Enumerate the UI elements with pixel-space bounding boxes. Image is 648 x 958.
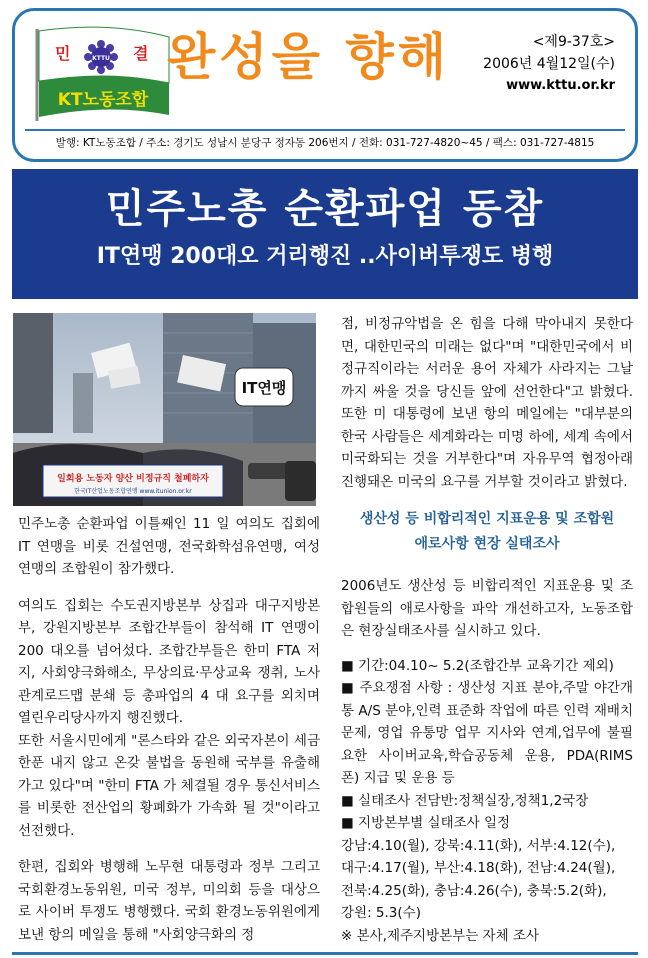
masthead [12, 8, 638, 162]
main-headline: 민주노총 순환파업 동참 [105, 186, 545, 232]
photo-sign-text: IT연맹 [241, 379, 287, 397]
section-heading-line-1: 생산성 등 비합리적인 지표운용 및 조합원 [359, 511, 615, 527]
survey-intro: 2006년도 생산성 등 비합리적인 지표운용 및 조합원들의 애로사항을 파악 개선하고자, 노동조합은 현장실태조사를 실시하고 있다. [341, 578, 633, 639]
schedule-line: 전북:4.25(화), 충남:4.26(수), 충북:5.2(화), [341, 882, 607, 899]
kt-union-logo [29, 23, 179, 123]
section-heading [341, 507, 633, 557]
section-heading-line-2: 애로사항 현장 실태조사 [414, 536, 560, 552]
logo-char-left: 민 [55, 44, 71, 63]
issue-number: <제9-37호> [532, 34, 615, 50]
logo-badge-text: KTTU [92, 55, 110, 62]
bullet-period: ■ 기간:04.10~ 5.2(조합간부 교육기간 제외) [341, 657, 614, 674]
article-paragraph-2: 여의도 집회는 수도권지방본부 상집과 대구지방본부, 강원지방본부 조합간부들이 참석해 IT 연맹이 200 대오를 넘어섰다. 조합간부들은 한미 FTA 저지, 사회양극화해소, 무상의료·무상교육 쟁취, 노사관계로드맵 분쇄 등 총파업의 4 대 요구를 외치며 열린우리당사까지 행진했다. 또한 서울시민에게 "론스타와 같은 외국자본이 세금 한푼 내지 않고 온갖 불법을 동원해 국부를 유출해가고 있다"며 "한미 FTA 가 체결될 경우 통신서비스를 비롯한 전산업의 황폐화가 가속화 될 것"이라고 선전했다. [18, 597, 320, 839]
photo-banner-subtext: 한국IT산업노동조합연맹 www.itunion.or.kr [74, 488, 192, 495]
schedule-line: 강원: 5.3(수) [341, 905, 421, 921]
right-column [341, 313, 633, 947]
website-url: www.kttu.or.kr [506, 78, 615, 93]
bullet-schedule: ■ 지방본부별 실태조사 일정 [341, 815, 511, 831]
article-paragraph-3: 한편, 집회와 병행해 노무현 대통령과 정부 그리고 국회환경노동위원, 미국 정부, 미의회 등을 대상으로 사이버 투쟁도 병행했다. 국회 환경노동위원에게 보낸 항의 메일을 통해 "사회양극화의 정 [18, 859, 320, 943]
logo-banner-text: KT노동조합 [57, 90, 149, 110]
schedule-line: 대구:4.17(월), 부산:4.18(화), 전남:4.24(월), [341, 860, 616, 876]
article-continuation: 점, 비정규악법을 온 힘을 다해 막아내지 못한다면, 대한민국의 미래는 없다"며 "대한민국에서 비정규직이라는 서러운 용어 자체가 사라지는 그날까지 싸울 것을 당신들 앞에 선언한다"고 밝혔다. 또한 미 대통령에 보낸 항의 메일에는 "대부분의 한국 사람들은 세계화라는 미명 하에, 세계 속에서 미국화되는 것을 거부한다"며 자유무역 협정아래 진행돼온 미국의 요구를 거부할 것이라고 밝혔다. [341, 316, 633, 490]
rally-photo [13, 313, 316, 506]
logo-char-right: 결 [133, 44, 149, 63]
issue-info [483, 31, 615, 97]
newspaper-title: 완성을 향해 [167, 28, 450, 86]
left-column [18, 513, 320, 946]
photo-banner-text: 일회용 노동자 양산 비정규직 철폐하자 [57, 474, 209, 484]
issue-date: 2006년 4월12일(수) [483, 56, 615, 72]
bullet-team: ■ 실태조사 전담반:정책실장,정책1,2국장 [341, 792, 589, 809]
publisher-line: 발행: KT노동조합 / 주소: 경기도 성남시 분당구 정자동 206번지 / 전화: 031-727-4820~45 / 팩스: 031-727-4815 [25, 129, 625, 159]
schedule-list [341, 835, 633, 948]
article-paragraph-1: 민주노총 순환파업 이틀째인 11 일 여의도 집회에 IT 연맹을 비롯 건설연맹, 전국화학섬유연맹, 여성연맹의 조합원이 참가했다. [18, 516, 320, 577]
bottom-rule [12, 952, 638, 955]
headline-banner [12, 169, 638, 299]
sub-headline: IT연맹 200대오 거리행진 ..사이버투쟁도 병행 [96, 244, 554, 269]
bullet-issues: ■ 주요쟁점 사항 : 생산성 지표 분야,주말 야간개통 A/S 분야,인력 표준화 작업에 따른 인력 재배치 문제, 영업 유통망 업무 지사와 연계,업무에 불필요한 사이버교육,학습공동체 운용, PDA(RIMS 폰) 지급 및 운용 등 [341, 680, 633, 786]
schedule-line: 강남:4.10(월), 강북:4.11(화), 서부:4.12(수), [341, 837, 616, 854]
schedule-note: ※ 본사,제주지방본부는 자체 조사 [341, 927, 540, 944]
